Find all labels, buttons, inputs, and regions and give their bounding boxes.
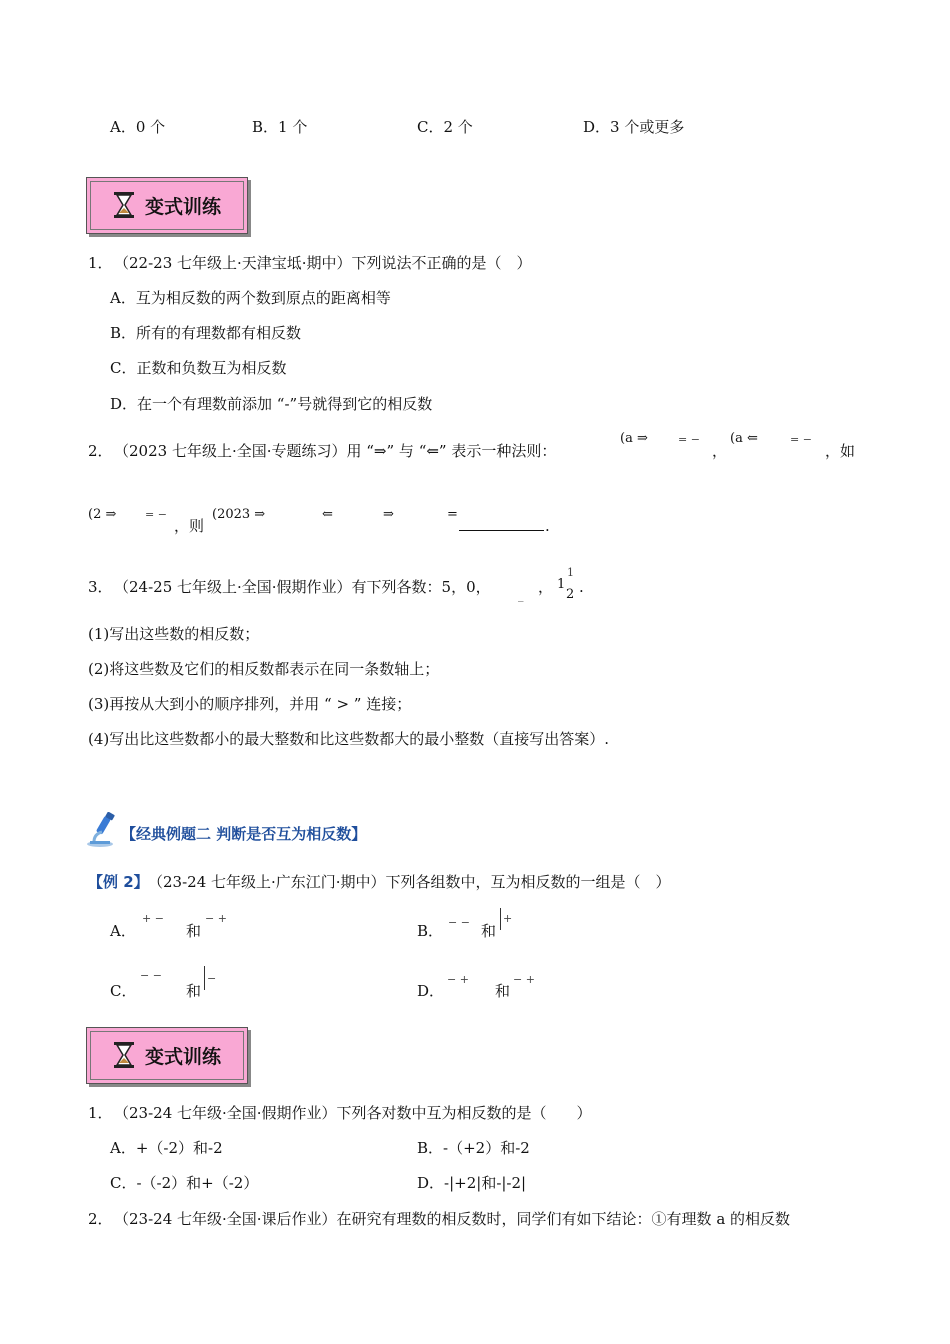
mixed-number-whole: 1 [557,577,566,592]
math-fragment: + [503,912,513,925]
formula-2-rhs: = − [790,433,812,446]
variant-training-banner [86,1027,248,1084]
q1-option-a: A．互为相反数的两个数到原点的距离相等 [110,289,391,307]
separator: ， [712,442,728,460]
math-fragment: − + [205,912,227,925]
q1-option-c: C．正数和负数互为相反数 [110,359,287,377]
question-stem: （23-24 七年级·全国·假期作业）下列各对数中互为相反数的是（ ） [114,1104,592,1122]
hourglass-icon [113,1042,135,1068]
question-stem: （2023 七年级上·全国·专题练习）用 “⇒” 与 “⇐” 表示一种法则： [114,442,557,460]
answer-blank[interactable] [459,516,544,531]
sub-question-3: (3)再按从大到小的顺序排列，并用 “ > ” 连接； [88,695,412,713]
option-a: A．0 个 [110,118,166,136]
math-fragment: − + [447,973,469,986]
sub-question-2: (2)将这些数及它们的相反数都表示在同一条数轴上； [88,660,440,678]
sub-question-1: (1)写出这些数的相反数； [88,625,260,643]
question-stem: （22-23 七年级上·天津宝坻·期中）下列说法不正确的是（ ） [114,254,532,272]
example-lead: ，如 [825,442,856,460]
q1-option-d: D．在一个有理数前添加 “-”号就得到它的相反数 [110,395,433,413]
question-number: 3． [88,578,113,596]
and-word: 和 [186,982,202,1000]
and-word: 和 [495,982,511,1000]
and-word: 和 [481,922,497,940]
question-stem: （23-24 七年级·全国·课后作业）在研究有理数的相反数时，同学们有如下结论：①有理数 a 的相反数 [114,1210,791,1228]
section-heading: 【经典例题二 判断是否互为相反数】 [121,825,367,843]
formula-2: (a ⇐ [730,431,758,446]
question-number: 2． [88,1210,113,1228]
example-stem: （23-24 七年级上·广东江门·期中）下列各组数中，互为相反数的一组是（ ） [148,873,671,891]
example-formula-rhs: = − [145,508,167,521]
banner-title: 变式训练 [145,1046,222,1068]
sub-question-4: (4)写出比这些数都小的最大整数和比这些数都大的最小整数（直接写出答案）. [88,730,610,748]
example-tag: 【例 2】 [88,873,149,891]
q1-option-b: B．所有的有理数都有相反数 [110,324,302,342]
formula-1: (a ⇒ [620,431,648,446]
ex2-option-b: B． [417,922,444,940]
compute-arrow-1: ⇐ [322,507,333,522]
option-c: C．2 个 [417,118,473,136]
tiny-dash: _ [518,589,524,602]
period: . [579,578,584,596]
option-b: B．1 个 [252,118,308,136]
math-fragment: − − [140,969,162,982]
example-formula: (2 ⇒ [88,507,117,522]
math-fragment: − [207,972,217,985]
math-fragment: − + [513,973,535,986]
formula-1-rhs: = − [678,433,700,446]
ex2-option-a: A． [110,922,136,940]
absolute-bar [204,966,205,990]
question-number: 2． [88,442,113,460]
ex2-option-d: D． [417,982,445,1000]
question-number: 1． [88,1104,113,1122]
comma: ， [538,578,554,596]
fraction-numerator: 1 [567,566,574,579]
variant-training-banner [86,177,248,234]
v1-option-a: A．+（-2）和-2 [110,1139,223,1157]
banner-title: 变式训练 [145,196,222,218]
v1-option-c: C．-（-2）和+（-2） [110,1174,259,1192]
absolute-bar [500,908,501,930]
math-fragment: − − [448,916,470,929]
question-stem: （24-25 七年级上·全国·假期作业）有下列各数：5，0， [114,578,491,596]
v1-option-b: B．-（+2）和-2 [417,1139,530,1157]
v1-option-d: D．-|+2|和-|-2| [417,1174,527,1192]
and-word: 和 [186,922,202,940]
fraction-denominator: 2 [566,587,575,602]
math-fragment: + − [142,912,164,925]
then-label: ，则 [174,517,205,535]
microscope-icon [86,812,120,848]
compute-arrow-2: ⇒ [383,507,394,522]
period: . [545,517,550,535]
question-number: 1． [88,254,113,272]
compute-formula: (2023 ⇒ [212,507,266,522]
compute-equals: = [447,507,458,522]
hourglass-icon [113,192,135,218]
option-d: D．3 个或更多 [583,118,685,136]
ex2-option-c: C． [110,982,137,1000]
